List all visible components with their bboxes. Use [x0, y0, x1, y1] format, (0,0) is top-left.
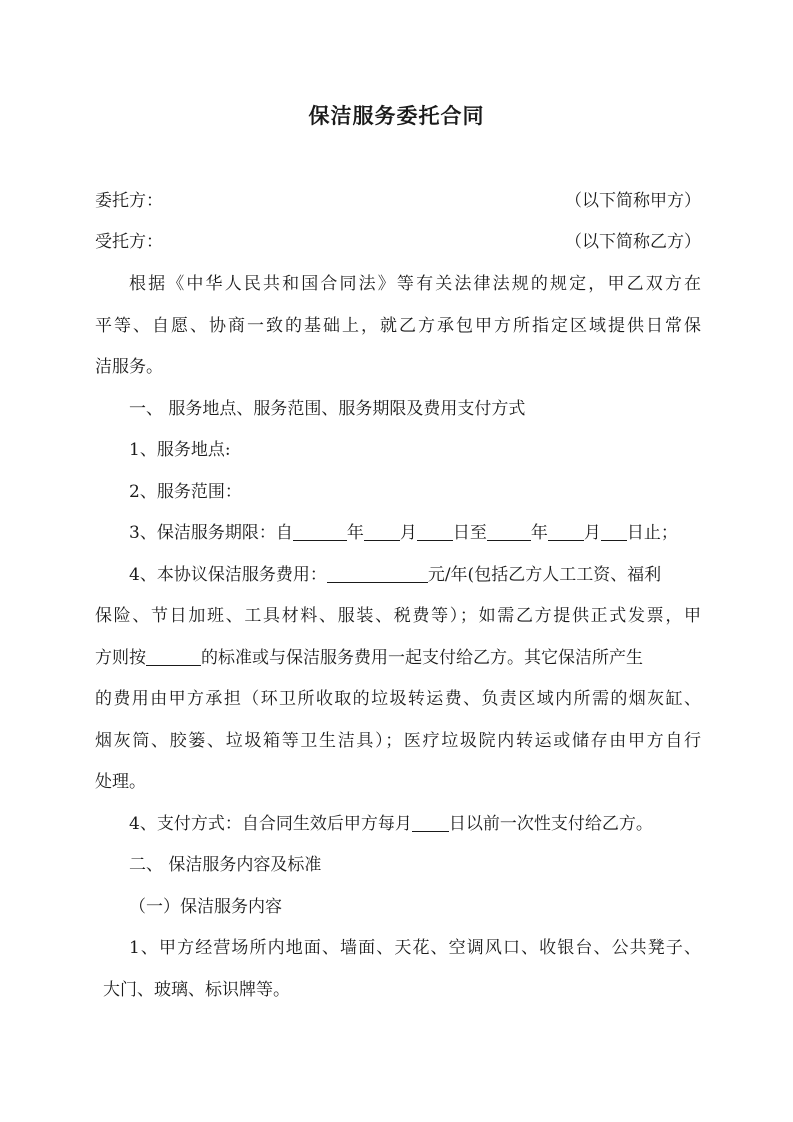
fee-prefix: 4、本协议保洁服务费用： — [129, 565, 327, 585]
intro-line-3: 洁服务。 — [95, 357, 163, 377]
payment-suffix: 日以前一次性支付给乙方。 — [448, 814, 653, 834]
intro-line-1: 根据《中华人民共和国合同法》等有关法律法规的规定，甲乙双方在 — [129, 274, 701, 294]
fee-line-3-suffix: 的标准或与保洁服务费用一起支付给乙方。其它保洁所产生 — [201, 648, 643, 668]
term-day-1: 日至 — [452, 523, 487, 543]
end-year-blank[interactable] — [487, 522, 531, 541]
section-1-heading: 一、 服务地点、服务范围、服务期限及费用支付方式 — [129, 399, 526, 419]
term-prefix: 3、保洁服务期限：自 — [129, 523, 293, 543]
section-2-item-1-line-1: 1、甲方经营场所内地面、墙面、天花、空调风口、收银台、公共凳子、 — [129, 938, 701, 958]
start-year-blank[interactable] — [293, 522, 347, 541]
intro-line-2: 平等、自愿、协商一致的基础上，就乙方承包甲方所指定区域提供日常保 — [95, 316, 701, 336]
party-b-line — [95, 229, 701, 255]
fee-line-5: 烟灰筒、胶篓、垃圾箱等卫生洁具）；医疗垃圾院内转运或储存由甲方自行 — [95, 731, 701, 751]
section-2-heading: 二、 保洁服务内容及标准 — [129, 855, 322, 875]
term-year-1: 年 — [346, 523, 364, 543]
fee-line-2: 保险、节日加班、工具材料、服装、税费等）；如需乙方提供正式发票，甲 — [95, 606, 701, 626]
term-day-2: 日止； — [626, 523, 678, 543]
section-1-item-3 — [129, 520, 735, 546]
end-month-blank[interactable] — [548, 522, 584, 541]
payment-day-blank[interactable] — [412, 813, 449, 832]
fee-line-4: 的费用由甲方承担（环卫所收取的垃圾转运费、负责区域内所需的烟灰缸、 — [95, 689, 701, 709]
section-1-item-1: 1、服务地点: — [129, 440, 231, 460]
party-b-label: 受托方： — [95, 232, 163, 252]
party-a-line — [95, 188, 701, 214]
fee-amount-blank[interactable] — [327, 564, 428, 583]
start-month-blank[interactable] — [364, 522, 400, 541]
party-a-label: 委托方： — [95, 191, 163, 211]
section-1-item-2: 2、服务范围： — [129, 482, 242, 502]
payment-prefix: 4、支付方式：自合同生效后甲方每月 — [129, 814, 412, 834]
section-1-item-4-payment — [129, 811, 735, 837]
term-month-2: 月 — [583, 523, 601, 543]
start-day-blank[interactable] — [417, 522, 453, 541]
term-year-2: 年 — [530, 523, 548, 543]
document-title: 保洁服务委托合同 — [308, 103, 485, 128]
party-b-note: （以下简称乙方） — [565, 232, 701, 252]
term-month-1: 月 — [399, 523, 417, 543]
fee-suffix: 元/年(包括乙方人工工资、福利 — [427, 565, 662, 585]
end-day-blank[interactable] — [601, 522, 627, 541]
section-2-item-1-line-2: 大门、玻璃、标识牌等。 — [103, 980, 290, 1000]
party-a-note: （以下简称甲方） — [565, 191, 701, 211]
fee-line-6: 处理。 — [95, 772, 146, 792]
invoice-standard-blank[interactable] — [146, 647, 201, 666]
section-2-sub-1: （一）保洁服务内容 — [129, 897, 282, 917]
fee-line-3 — [95, 645, 701, 671]
section-1-item-4-fee — [129, 562, 735, 588]
fee-line-3-prefix: 方则按 — [95, 648, 146, 668]
